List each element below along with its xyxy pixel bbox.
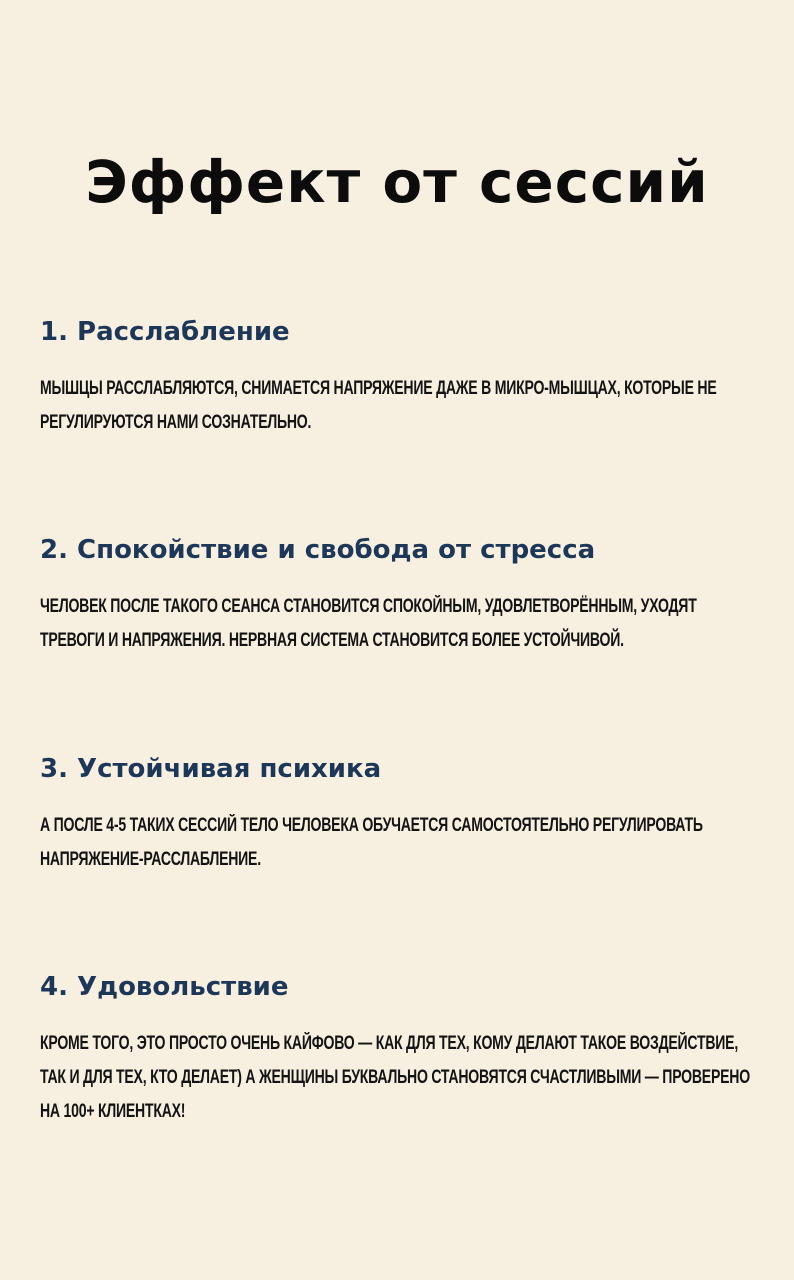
- section-relaxation: [40, 312, 754, 440]
- section-pleasure: [40, 967, 754, 1129]
- section-heading: 4. Удовольствие: [40, 972, 289, 1002]
- section-heading: 1. Расслабление: [40, 317, 290, 347]
- section-stable-psyche: [40, 749, 754, 877]
- section-body: А ПОСЛЕ 4-5 ТАКИХ СЕССИЙ ТЕЛО ЧЕЛОВЕКА ОБУЧАЕТСЯ САМОСТОЯТЕЛЬНО РЕГУЛИРОВАТЬ НАПРЯЖЕНИЕ-РАССЛАБЛЕНИЕ.: [40, 815, 703, 870]
- section-body: КРОМЕ ТОГО, ЭТО ПРОСТО ОЧЕНЬ КАЙФОВО — КАК ДЛЯ ТЕХ, КОМУ ДЕЛАЮТ ТАКОЕ ВОЗДЕЙСТВИЕ, ТАК И ДЛЯ ТЕХ, КТО ДЕЛАЕТ) А ЖЕНЩИНЫ БУКВАЛЬНО СТАНОВЯТСЯ СЧАСТЛИВЫМИ — ПРОВЕРЕНО НА 100+ КЛИЕНТКАХ!: [40, 1033, 750, 1122]
- section-body: ЧЕЛОВЕК ПОСЛЕ ТАКОГО СЕАНСА СТАНОВИТСЯ СПОКОЙНЫМ, УДОВЛЕТВОРЁННЫМ, УХОДЯТ ТРЕВОГИ И НАПРЯЖЕНИЯ. НЕРВНАЯ СИСТЕМА СТАНОВИТСЯ БОЛЕЕ УСТОЙЧИВОЙ.: [40, 596, 697, 651]
- page-title: Эффект от сессий: [85, 148, 709, 216]
- section-calm: [40, 530, 754, 658]
- section-heading: 2. Спокойствие и свобода от стресса: [40, 535, 596, 565]
- section-body: МЫШЦЫ РАССЛАБЛЯЮТСЯ, СНИМАЕТСЯ НАПРЯЖЕНИЕ ДАЖЕ В МИКРО-МЫШЦАХ, КОТОРЫЕ НЕ РЕГУЛИРУЮТСЯ НАМИ СОЗНАТЕЛЬНО.: [40, 378, 717, 433]
- section-heading: 3. Устойчивая психика: [40, 754, 382, 784]
